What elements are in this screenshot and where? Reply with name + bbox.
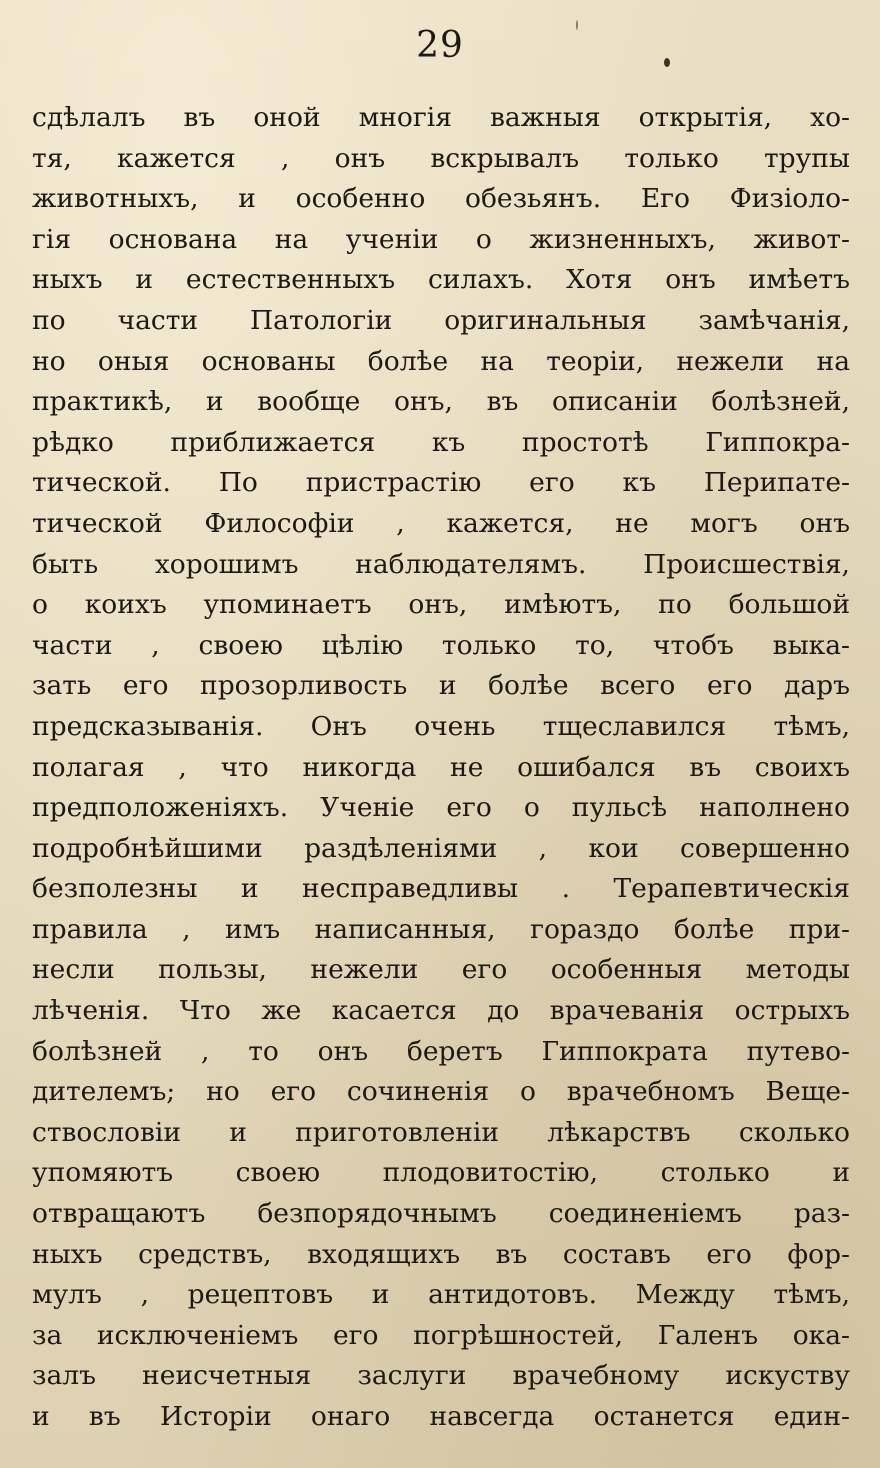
text-line: предположеніяхъ. Ученіе его о пульсѣ наполнено bbox=[32, 792, 850, 824]
text-line: и въ Исторіи онаго навсегда останется един- bbox=[32, 1401, 850, 1432]
text-line: рѣдко приближается къ простотѣ Гиппокра- bbox=[32, 426, 850, 458]
text-line: о коихъ упоминаетъ онъ, имѣютъ, по большой bbox=[32, 589, 850, 621]
ink-speck bbox=[664, 58, 670, 67]
text-line: правила , имъ написанныя, гораздо болѣе при- bbox=[32, 913, 850, 945]
text-line: ствословіи и приготовленіи лѣкарствъ сколько bbox=[32, 1116, 850, 1148]
text-line: за исключеніемъ его погрѣшностей, Галенъ ока- bbox=[32, 1319, 850, 1351]
text-line: отвращаютъ безпорядочнымъ соединеніемъ раз- bbox=[32, 1198, 850, 1230]
text-line: животныхъ, и особенно обезьянъ. Его Физіоло- bbox=[32, 183, 850, 215]
text-line: мулъ , рецептовъ и антидотовъ. Между тѣмъ, bbox=[32, 1279, 850, 1311]
text-line: ныхъ средствъ, входящихъ въ составъ его фор- bbox=[32, 1238, 850, 1270]
text-line: тической Философіи , кажется, не могъ онъ bbox=[32, 507, 850, 539]
text-line: сдѣлалъ въ оной многія важныя открытія, хо- bbox=[32, 102, 850, 133]
text-line: лѣченія. Что же касается до врачеванія острыхъ bbox=[32, 995, 850, 1027]
text-line: полагая , что никогда не ошибался въ своихъ bbox=[32, 751, 850, 783]
text-line: упомяютъ своею плодовитостію, столько и bbox=[32, 1157, 850, 1189]
text-line: быть хорошимъ наблюдателямъ. Происшествія, bbox=[32, 548, 850, 580]
text-line: тя, кажется , онъ вскрывалъ только трупы bbox=[32, 142, 850, 174]
text-line: дителемъ; но его сочиненія о врачебномъ Веще- bbox=[32, 1076, 850, 1108]
text-line: по части Патологіи оригинальныя замѣчанія, bbox=[32, 304, 850, 336]
text-line: безполезны и несправедливы . Терапевтическія bbox=[32, 873, 850, 905]
text-line: предсказыванія. Онъ очень тщеславился тѣмъ, bbox=[32, 710, 850, 742]
body-text bbox=[32, 98, 850, 1438]
text-line: ныхъ и естественныхъ силахъ. Хотя онъ имѣетъ bbox=[32, 264, 850, 296]
text-line: подробнѣйшими раздѣленіями , кои совершенно bbox=[32, 832, 850, 864]
page-number: 29 bbox=[416, 25, 464, 66]
text-line: несли пользы, нежели его особенныя методы bbox=[32, 954, 850, 986]
text-line: болѣзней , то онъ беретъ Гиппократа путево- bbox=[32, 1035, 850, 1067]
text-line: залъ неисчетныя заслуги врачебному искуству bbox=[32, 1360, 850, 1392]
text-line: но оныя основаны болѣе на теоріи, нежели на bbox=[32, 345, 850, 377]
text-line: части , своею цѣлію только то, чтобъ выка- bbox=[32, 629, 850, 661]
text-line: тической. По пристрастію его къ Перипате- bbox=[32, 467, 850, 499]
text-line: зать его прозорливость и болѣе всего его даръ bbox=[32, 670, 850, 702]
text-line: практикѣ, и вообще онъ, въ описаніи болѣзней, bbox=[32, 386, 850, 418]
text-line: гія основана на ученіи о жизненныхъ, живот- bbox=[32, 223, 850, 255]
ink-speck bbox=[576, 20, 578, 30]
